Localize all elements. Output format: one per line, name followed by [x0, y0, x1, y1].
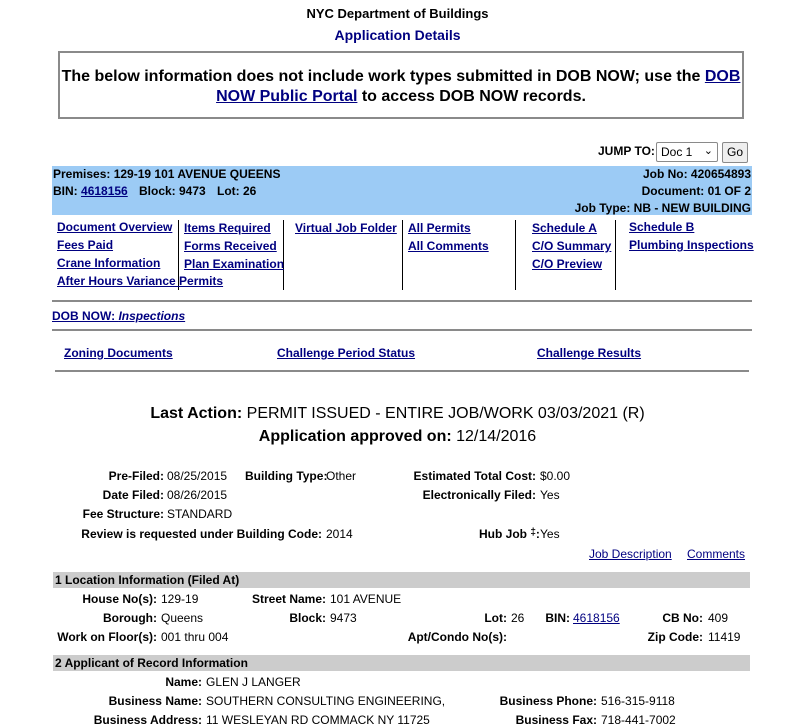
document-select-value: Doc 1 [661, 145, 693, 159]
last-action-label: Last Action: [150, 405, 243, 422]
bin-label: BIN: [545, 611, 570, 625]
nav-divider [615, 220, 616, 290]
nav-co-summary[interactable]: C/O Summary [532, 239, 612, 253]
nav-after-hours-variance[interactable]: After Hours Variance Permits [57, 274, 224, 288]
fee-structure-label: Fee Structure: [82, 507, 164, 521]
challenge-period-status-link[interactable]: Challenge Period Status [277, 346, 416, 360]
business-phone-value: 516-315-9118 [601, 694, 675, 708]
business-fax-value: 718-441-7002 [601, 713, 676, 727]
hub-job-colon: : [535, 527, 540, 541]
borough-value: Queens [161, 611, 204, 625]
challenge-results-link[interactable]: Challenge Results [537, 346, 642, 360]
nav-divider [515, 220, 516, 290]
lot-label: Lot: [484, 611, 507, 625]
fee-structure-value: STANDARD [167, 507, 233, 521]
efiled-value: Yes [540, 488, 560, 502]
page-title: Application Details [334, 27, 461, 43]
block: Block: 9473 [139, 184, 206, 198]
borough-label: Borough: [103, 611, 157, 625]
name-label: Name: [165, 675, 202, 689]
zip-label: Zip Code: [647, 630, 703, 644]
prefiled-label: Pre-Filed: [108, 469, 164, 483]
nav-divider [283, 220, 284, 290]
business-phone-label: Business Phone: [499, 694, 597, 708]
nav-forms-received[interactable]: Forms Received [184, 239, 277, 253]
business-address-label: Business Address: [93, 713, 202, 727]
nav-all-comments[interactable]: All Comments [408, 239, 489, 253]
nav-plan-examination[interactable]: Plan Examination [184, 257, 285, 271]
nav-items-required[interactable]: Items Required [184, 221, 271, 235]
street-value: 101 AVENUE [330, 592, 402, 606]
nav-plumbing-inspections[interactable]: Plumbing Inspections [629, 238, 754, 252]
job-number: Job No: 420654893 [642, 167, 751, 181]
notice-text [60, 67, 742, 107]
approved-label: Application approved on: [258, 428, 452, 445]
hub-job-label-text: Hub Job [479, 527, 531, 541]
business-name-value: SOUTHERN CONSULTING ENGINEERING, [206, 694, 446, 708]
lot: Lot: 26 [217, 184, 257, 198]
bin-link[interactable]: 4618156 [81, 184, 128, 198]
date-filed-value: 08/26/2015 [167, 488, 228, 502]
comments-link[interactable]: Comments [687, 547, 746, 561]
hub-job-label [479, 527, 540, 541]
jump-to-label: JUMP TO: [598, 144, 655, 158]
premises: Premises: 129-19 101 AVENUE QUEENS [53, 167, 281, 181]
street-label: Street Name: [251, 592, 326, 606]
date-filed-label: Date Filed: [102, 488, 164, 502]
building-type-value: Other [326, 469, 357, 483]
nav-all-permits[interactable]: All Permits [408, 221, 471, 235]
section-2-title: 2 Applicant of Record Information [55, 656, 248, 670]
job-type: Job Type: NB - NEW BUILDING [574, 201, 751, 215]
hub-job-value: Yes [540, 527, 560, 541]
building-code-value: 2014 [326, 527, 353, 541]
job-description-link[interactable]: Job Description [589, 547, 672, 561]
est-cost-value: $0.00 [540, 469, 571, 483]
chevron-down-icon: ⌄ [703, 145, 713, 157]
building-code-label: Review is requested under Building Code: [81, 527, 322, 541]
document-count: Document: 01 OF 2 [641, 184, 751, 198]
dob-now-inspections-label: Inspections [118, 309, 186, 323]
nav-schedule-a[interactable]: Schedule A [532, 221, 597, 235]
dob-now-inspections-link[interactable] [52, 309, 185, 323]
nav-document-overview[interactable]: Document Overview [57, 220, 173, 234]
last-action-value: PERMIT ISSUED - ENTIRE JOB/WORK 03/03/2021 (R) [246, 405, 645, 422]
house-value: 129-19 [161, 592, 199, 606]
name-value: GLEN J LANGER [206, 675, 301, 689]
approval-date [0, 428, 795, 446]
cb-value: 409 [708, 611, 729, 625]
floor-label: Work on Floor(s): [57, 630, 157, 644]
nav-fees-paid[interactable]: Fees Paid [57, 238, 114, 252]
notice-text-before: The below information does not include work types submitted in DOB NOW; use the [61, 68, 705, 85]
bin-field [53, 184, 128, 198]
org-title: NYC Department of Buildings [306, 6, 489, 21]
est-cost-label: Estimated Total Cost: [413, 469, 536, 483]
divider [52, 300, 752, 302]
dob-now-inspections [52, 309, 185, 323]
approved-value: 12/14/2016 [456, 428, 537, 445]
hub-job-mark: ‡ [530, 527, 536, 538]
efiled-label: Electronically Filed: [422, 488, 536, 502]
business-fax-label: Business Fax: [515, 713, 597, 727]
dob-now-prefix: DOB NOW: [52, 309, 119, 323]
business-name-label: Business Name: [108, 694, 202, 708]
lot-value: 26 [511, 611, 525, 625]
zip-value: 11419 [708, 630, 741, 644]
floor-value: 001 thru 004 [161, 630, 229, 644]
business-address-value: 11 WESLEYAN RD COMMACK NY 11725 [206, 713, 430, 727]
nav-crane-information[interactable]: Crane Information [57, 256, 161, 270]
nav-schedule-b[interactable]: Schedule B [629, 220, 695, 234]
zoning-documents-link[interactable]: Zoning Documents [64, 346, 173, 360]
dob-now-portal-link[interactable]: DOB NOW Public Portal [216, 68, 741, 105]
prefiled-value: 08/25/2015 [167, 469, 228, 483]
block-value: 9473 [330, 611, 357, 625]
divider [52, 329, 752, 331]
block-label: Block: [289, 611, 326, 625]
bin-label: BIN: [53, 184, 78, 198]
apt-label: Apt/Condo No(s): [407, 630, 507, 644]
nav-virtual-job-folder[interactable]: Virtual Job Folder [295, 221, 397, 235]
building-type-label: Building Type: [245, 469, 328, 483]
notice-box [58, 51, 744, 119]
nav-co-preview[interactable]: C/O Preview [532, 257, 603, 271]
last-action [0, 405, 795, 423]
nav-divider [402, 220, 403, 290]
go-button[interactable]: Go [722, 142, 748, 163]
section-1-title: 1 Location Information (Filed At) [55, 573, 240, 587]
cb-label: CB No: [662, 611, 703, 625]
bin-link[interactable]: 4618156 [573, 611, 620, 625]
house-label: House No(s): [82, 592, 157, 606]
notice-text-after: to access DOB NOW records. [357, 88, 586, 105]
document-select[interactable] [656, 142, 718, 162]
divider [55, 370, 749, 372]
